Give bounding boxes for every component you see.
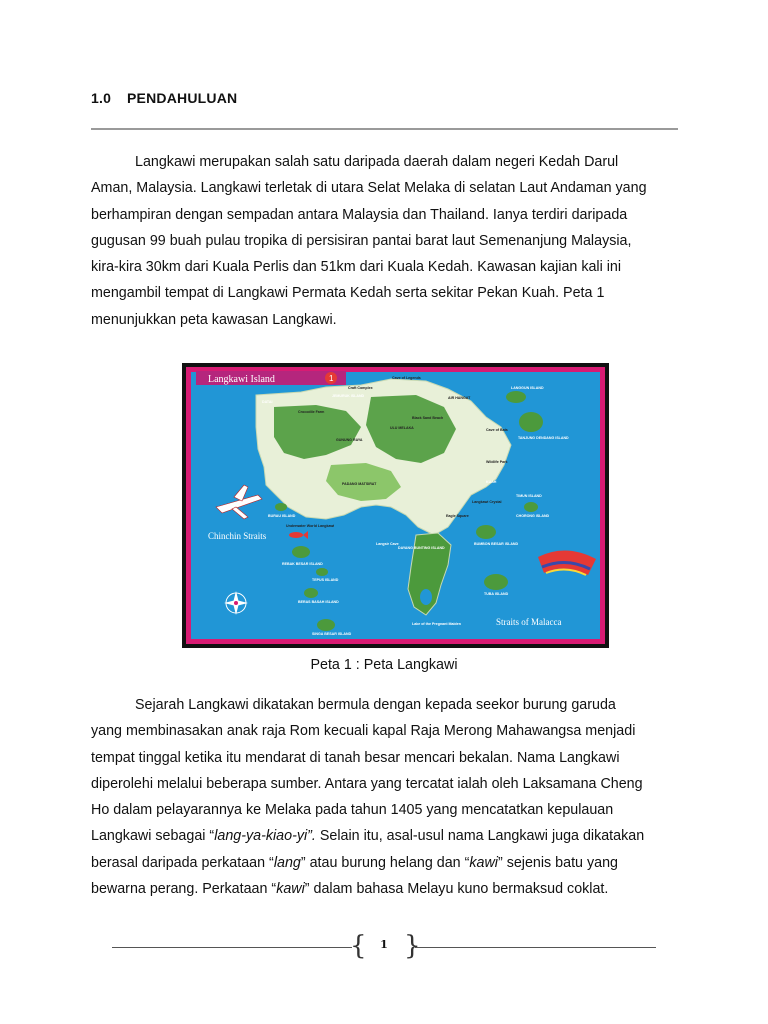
map-label-gunung-raya: GUNUNG RAYA xyxy=(336,438,363,442)
paragraph-line xyxy=(91,771,678,797)
map-label-underwater-world: Underwater World Langkawi xyxy=(286,524,335,528)
left-brace-ornament: { xyxy=(350,931,367,961)
page-number: 1 xyxy=(380,938,388,951)
paragraph-introduction xyxy=(91,149,678,333)
map-title: Langkawi Island xyxy=(208,374,275,385)
text-run: bewarna perang. Perkataan “ xyxy=(91,881,277,898)
text-run: ” atau burung helang dan “ xyxy=(300,854,470,871)
italic-term: kawi xyxy=(276,881,305,898)
tanjung-dendang-island xyxy=(519,412,543,432)
paragraph-line: mengambil tempat di Langkawi Permata Kedah serta sekitar Pekan Kuah. Peta 1 xyxy=(91,285,605,302)
map-label-datai: DATAI xyxy=(262,400,273,404)
langkawi-map-figure xyxy=(182,363,609,648)
map-label-langgun: LANGGUN ISLAND xyxy=(511,386,544,390)
paragraph-line: kira-kira 30km dari Kuala Perlis dan 51km dari Kuala Kedah. Kawasan kajian kali ini xyxy=(91,259,622,276)
text-run: ” dalam bahasa Melayu kuno bermaksud coklat. xyxy=(304,881,609,898)
bumbon-besar-island xyxy=(476,525,496,539)
map-label-eagle-square: Eagle Square xyxy=(446,514,469,518)
map-label-bumbon-besar: BUMBON BESAR ISLAND xyxy=(474,542,519,546)
italic-term: ”. xyxy=(307,828,320,845)
text-run: yang membinasakan anak raja Rom kecuali kapal Raja Merong Mahawangsa menjadi xyxy=(91,723,636,740)
paragraph-line xyxy=(91,745,678,771)
map-label-black-sand: Black Sand Beach xyxy=(412,416,444,420)
map-label-tepus: TEPUS ISLAND xyxy=(312,578,339,582)
paragraph-line xyxy=(91,876,678,902)
map-label-rebak-besar: REBAK BESAR ISLAND xyxy=(282,562,323,566)
text-run: Selain itu, asal-usul nama Langkawi juga dikatakan xyxy=(319,828,645,845)
map-label-crocodile-farm: Crocodile Farm xyxy=(298,410,325,414)
singa-besar-island xyxy=(317,619,335,631)
paragraph-line xyxy=(91,718,678,744)
chorong-island xyxy=(524,502,538,512)
italic-term: kawi xyxy=(469,854,498,871)
text-run: berasal daripada perkataan “ xyxy=(91,854,274,871)
map-title-badge: 1 xyxy=(329,374,334,383)
paragraph-line xyxy=(91,797,678,823)
text-run: tempat tinggal ketika itu mendarat di tanah besar mencari bekalan. Nama Langkawi xyxy=(91,749,620,766)
paragraph-line: berhampiran dengan sempadan antara Malaysia dan Thailand. Ianya terdiri daripada xyxy=(91,206,628,223)
map-label-ulu-melaka: ULU MELAKA xyxy=(390,426,414,430)
text-run: ” sejenis batu yang xyxy=(497,854,618,871)
map-label-tuba: TUBA ISLAND xyxy=(484,592,509,596)
tuba-island xyxy=(484,574,508,590)
map-illustration xyxy=(186,367,605,644)
paragraph-line: gugusan 99 buah pulau tropika di persisiran pantai barat laut Semenanjung Malaysia, xyxy=(91,232,632,249)
text-run: diperolehi melalui beberapa sumber. Antara yang tercatat ialah oleh Laksamana Cheng xyxy=(91,775,643,792)
beras-basah-island xyxy=(304,588,318,598)
italic-term: lang xyxy=(273,854,301,871)
section-number: 1.0 xyxy=(91,90,112,106)
map-label-beras-basah: BERAS BASAH ISLAND xyxy=(298,600,339,604)
map-label-air-hangat: AIR HANGAT xyxy=(448,396,471,400)
map-label-jemuruk: JEMURUK ISLAND xyxy=(332,394,365,398)
footer-divider-right xyxy=(415,947,656,948)
map-label-tanjung-dendang: TANJUNG DENDANG ISLAND xyxy=(518,436,569,440)
section-title: PENDAHULUAN xyxy=(127,90,238,106)
map-label-timun: TIMUN ISLAND xyxy=(516,494,542,498)
footer-divider-left xyxy=(112,947,352,948)
paragraph-line xyxy=(91,823,678,849)
map-label-burau: BURAU ISLAND xyxy=(268,514,296,518)
figure-caption: Peta 1 : Peta Langkawi xyxy=(310,657,458,673)
map-label-singa-besar: SINGA BESAR ISLAND xyxy=(312,632,352,636)
text-run: Langkawi sebagai “ xyxy=(91,828,215,845)
map-label-chorong: CHORONG ISLAND xyxy=(516,514,550,518)
paragraph-line xyxy=(91,850,678,876)
rebak-besar-island xyxy=(292,546,310,558)
strait-west-label: Chinchin Straits xyxy=(208,531,267,541)
paragraph-line: Langkawi merupakan salah satu daripada daerah dalam negeri Kedah Darul xyxy=(135,154,619,170)
paragraph-line: menunjukkan peta kawasan Langkawi. xyxy=(91,311,337,328)
lake-pregnant-maiden xyxy=(420,589,432,605)
italic-term: lang-ya-kiao-yi xyxy=(214,828,308,845)
map-label-craft-complex: Craft Complex xyxy=(348,386,373,390)
map-label-padang-matsirat: PADANG MATSIRAT xyxy=(342,482,377,486)
text-run: Sejarah Langkawi dikatakan bermula dengan kepada seekor burung garuda xyxy=(135,697,616,713)
map-label-kuah: KUAH xyxy=(486,480,497,484)
langgun-island xyxy=(506,391,526,403)
map-label-dayang-bunting: DAYANG BUNTING ISLAND xyxy=(398,546,445,550)
right-brace-ornament: } xyxy=(404,931,421,961)
map-label-cave-of-bats: Cave of Bats xyxy=(486,428,508,432)
text-run: Ho dalam pelayarannya ke Melaka pada tahun 1405 yang mencatatkan kepulauan xyxy=(91,802,614,819)
strait-south-label: Straits of Malacca xyxy=(496,617,562,627)
section-heading xyxy=(91,90,237,106)
paragraph-line: Aman, Malaysia. Langkawi terletak di utara Selat Melaka di selatan Laut Andaman yang xyxy=(91,180,647,197)
tepus-island xyxy=(316,568,328,576)
map-label-langkawi-crystal: Langkawi Crystal xyxy=(472,500,502,504)
paragraph-line xyxy=(91,692,678,718)
burau-island xyxy=(275,503,287,511)
map-label-langsir-cave: Langsir Cave xyxy=(376,542,399,546)
map-label-wildlife-park: Wildlife Park xyxy=(486,460,508,464)
map-label-cave-of-legends: Cave of Legends xyxy=(392,376,421,380)
map-label-lake: Lake of the Pregnant Maiden xyxy=(412,622,461,626)
paragraph-history xyxy=(91,692,678,902)
heading-divider xyxy=(91,128,678,130)
